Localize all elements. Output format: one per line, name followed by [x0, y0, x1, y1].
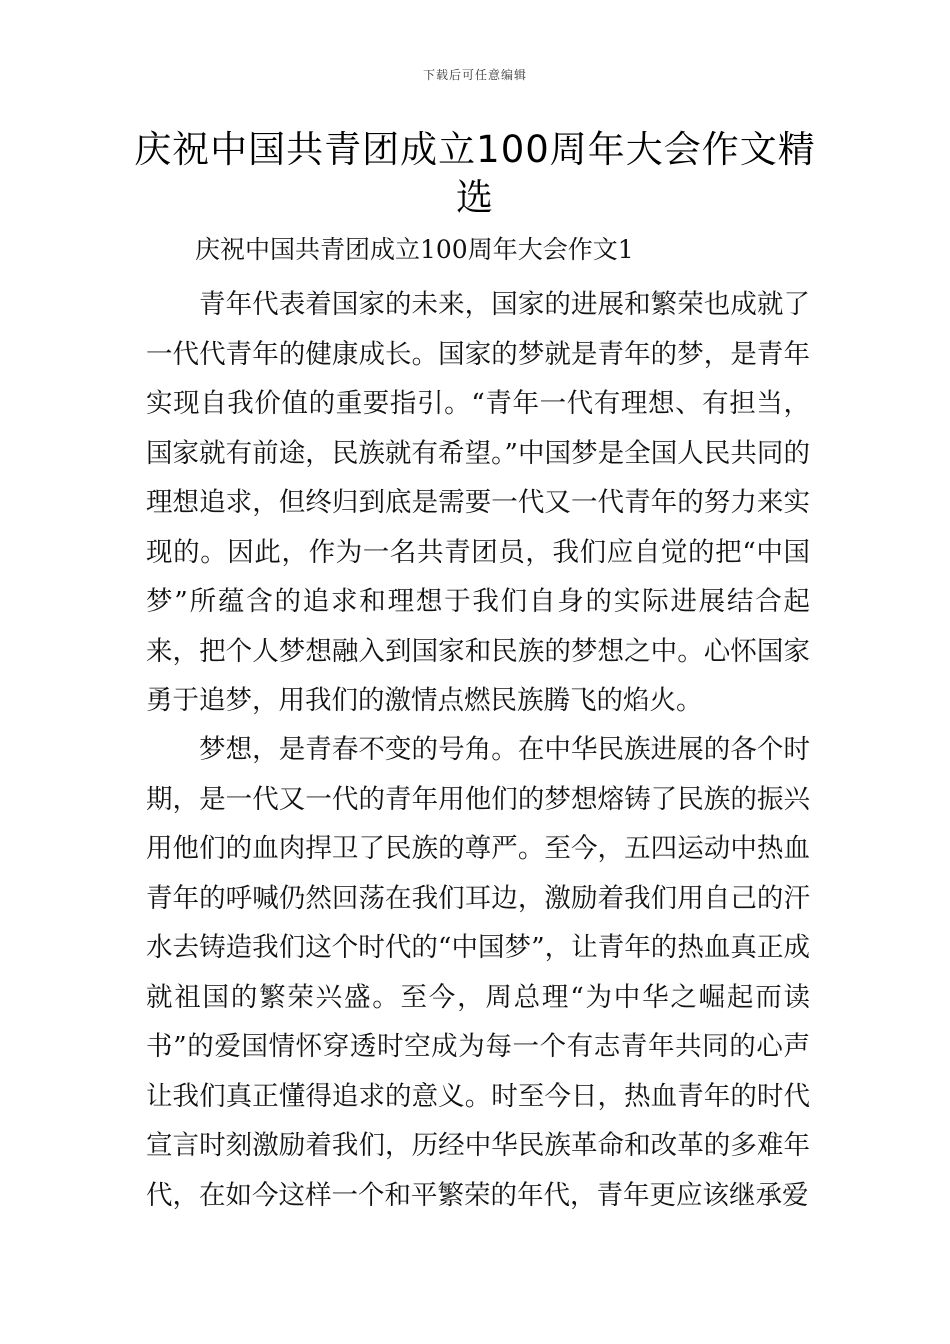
header-note: 下载后可任意编辑 [422, 68, 527, 82]
document-title: 庆祝中国共青团成立100周年大会作文精选 [134, 128, 816, 219]
body-paragraph: 青年代表着国家的未来，国家的进展和繁荣也成就了一代代青年的健康成长。国家的梦就是青年的梦，是青年实现自我价值的重要指引。“青年一代有理想、有担当，国家就有前途，民族就有希望。”中国梦是全国人民共同的理想追求，但终归到底是需要一代又一代青年的努力来实现的。因此，作为一名共青团员，我们应自觉的把“中国梦”所蕴含的追求和理想于我们自身的实际进展结合起来，把个人梦想融入到国家和民族的梦想之中。心怀国家勇于追梦，用我们的激情点燃民族腾飞的焰火。 [146, 289, 810, 716]
body-paragraph: 梦想，是青春不变的号角。在中华民族进展的各个时期，是一代又一代的青年用他们的梦想熔铸了民族的振兴用他们的血肉捍卫了民族的尊严。至今，五四运动中热血青年的呼喊仍然回荡在我们耳边，激励着我们用自己的汗水去铸造我们这个时代的“中国梦”，让青年的热血真正成就祖国的繁荣兴盛。至今，周总理“为中华之崛起而读书”的爱国情怀穿透时空成为每一个有志青年共同的心声让我们真正懂得追求的意义。时至今日，热血青年的时代宣言时刻激励着我们，历经中华民族革命和改革的多难年代，在如今这样一个和平繁荣的年代，青年更应该继承爱 [146, 734, 810, 1211]
essay-subtitle: 庆祝中国共青团成立100周年大会作文1 [195, 235, 634, 264]
